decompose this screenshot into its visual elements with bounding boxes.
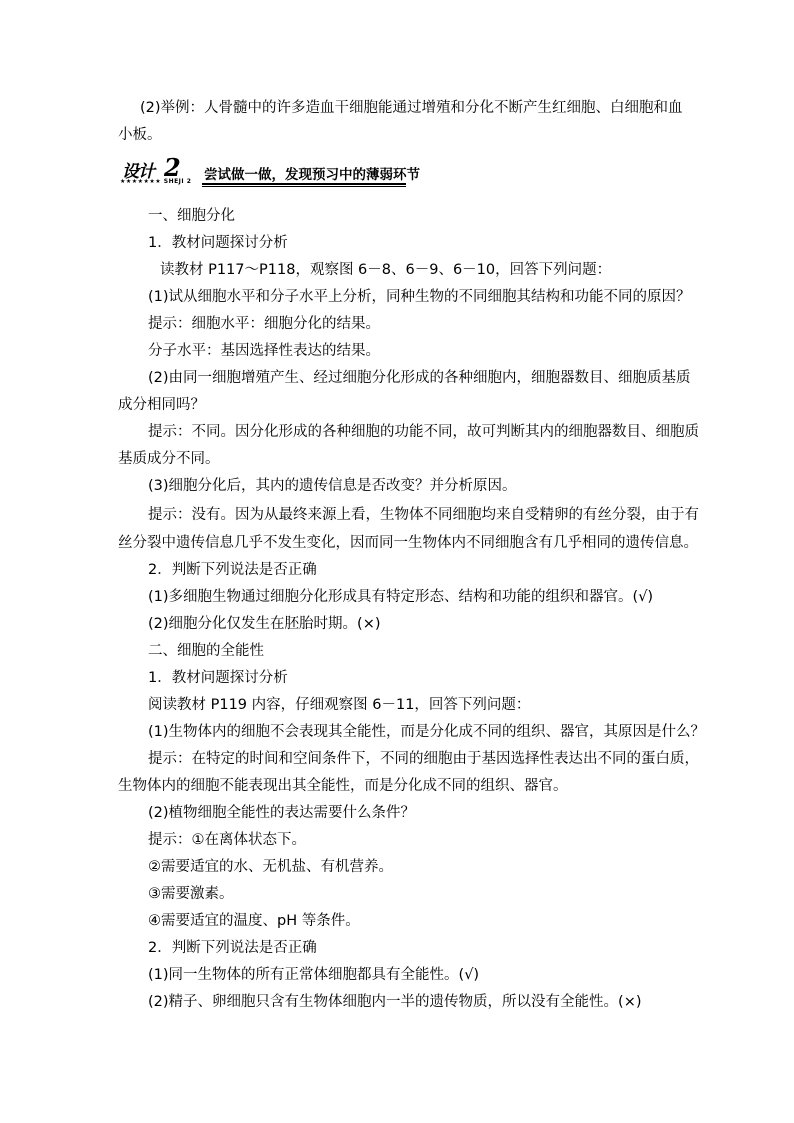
example-line-1: (2)举例：人骨髓中的许多造血干细胞能通过增殖和分化不断产生红细胞、白细胞和血 (140, 100, 683, 116)
section-banner (118, 153, 420, 190)
judgement-item: (2)精子、卵细胞只含有生物体细胞内一半的遗传物质，所以没有全能性。(×) (148, 994, 642, 1010)
logo-subtitle: ★★★★★★★ SHEJI 2 (120, 178, 192, 185)
subsection-heading: 2．判断下列说法是否正确 (148, 940, 317, 956)
banner-rule-thin (202, 186, 406, 187)
subsection-heading: 2．判断下列说法是否正确 (148, 562, 317, 578)
banner-title: 尝试做一做，发现预习中的薄弱环节 (204, 167, 420, 183)
sheji-logo (118, 153, 200, 186)
answer-line: 提示：在特定的时间和空间条件下，不同的细胞由于基因选择性表达出不同的蛋白质， (148, 751, 699, 767)
question: (1)生物体内的细胞不会表现其全能性，而是分化成不同的组织、器官，其原因是什么？ (148, 724, 706, 740)
question-continued: 成分相同吗？ (118, 397, 205, 413)
judgement-item: (1)同一生物体的所有正常体细胞都具有全能性。(√) (148, 967, 480, 983)
question: (2)由同一细胞增殖产生、经过细胞分化形成的各种细胞内，细胞器数目、细胞质基质 (148, 370, 691, 386)
logo-text: 设计 (122, 162, 154, 182)
banner-rule (202, 183, 406, 185)
logo-number: 2 (164, 153, 181, 182)
judgement-item: (2)细胞分化仅发生在胚胎时期。(×) (148, 616, 381, 632)
example-line-2: 小板。 (118, 127, 162, 143)
answer-line: ③需要激素。 (148, 886, 234, 902)
answer-continued: 丝分裂中遗传信息几乎不发生变化，因而同一生物体内不同细胞含有几乎相同的遗传信息。 (118, 535, 698, 551)
answer-line: 提示：细胞水平：细胞分化的结果。 (148, 316, 380, 332)
answer-line: ④需要适宜的温度、pH 等条件。 (148, 913, 360, 929)
reading-instruction: 读教材 P117～P118，观察图 6－8、6－9、6－10，回答下列问题： (160, 262, 612, 278)
answer-continued: 基质成分不同。 (118, 451, 220, 467)
question: (2)植物细胞全能性的表达需要什么条件？ (148, 805, 416, 821)
answer-line: ②需要适宜的水、无机盐、有机营养。 (148, 859, 393, 875)
question: (3)细胞分化后，其内的遗传信息是否改变？并分析原因。 (148, 478, 517, 494)
answer-line: 分子水平：基因选择性表达的结果。 (148, 343, 380, 359)
answer-line: 提示：没有。因为从最终来源上看，生物体不同细胞均来自受精卵的有丝分裂，由于有 (148, 507, 699, 523)
judgement-item: (1)多细胞生物通过细胞分化形成具有特定形态、结构和功能的组织和器官。(√) (148, 589, 654, 605)
section-heading: 二、细胞的全能性 (148, 643, 264, 659)
subsection-heading: 1．教材问题探讨分析 (148, 670, 288, 686)
subsection-heading: 1．教材问题探讨分析 (148, 235, 288, 251)
answer-continued: 生物体内的细胞不能表现出其全能性，而是分化成不同的组织、器官。 (118, 778, 568, 794)
reading-instruction: 阅读教材 P119 内容，仔细观察图 6－11，回答下列问题： (148, 697, 531, 713)
section-heading: 一、细胞分化 (148, 208, 235, 224)
answer-line: 提示：①在离体状态下。 (148, 832, 306, 848)
answer-line: 提示：不同。因分化形成的各种细胞的功能不同，故可判断其内的细胞器数目、细胞质 (148, 424, 699, 440)
question: (1)试从细胞水平和分子水平上分析，同种生物的不同细胞其结构和功能不同的原因？ (148, 289, 691, 305)
